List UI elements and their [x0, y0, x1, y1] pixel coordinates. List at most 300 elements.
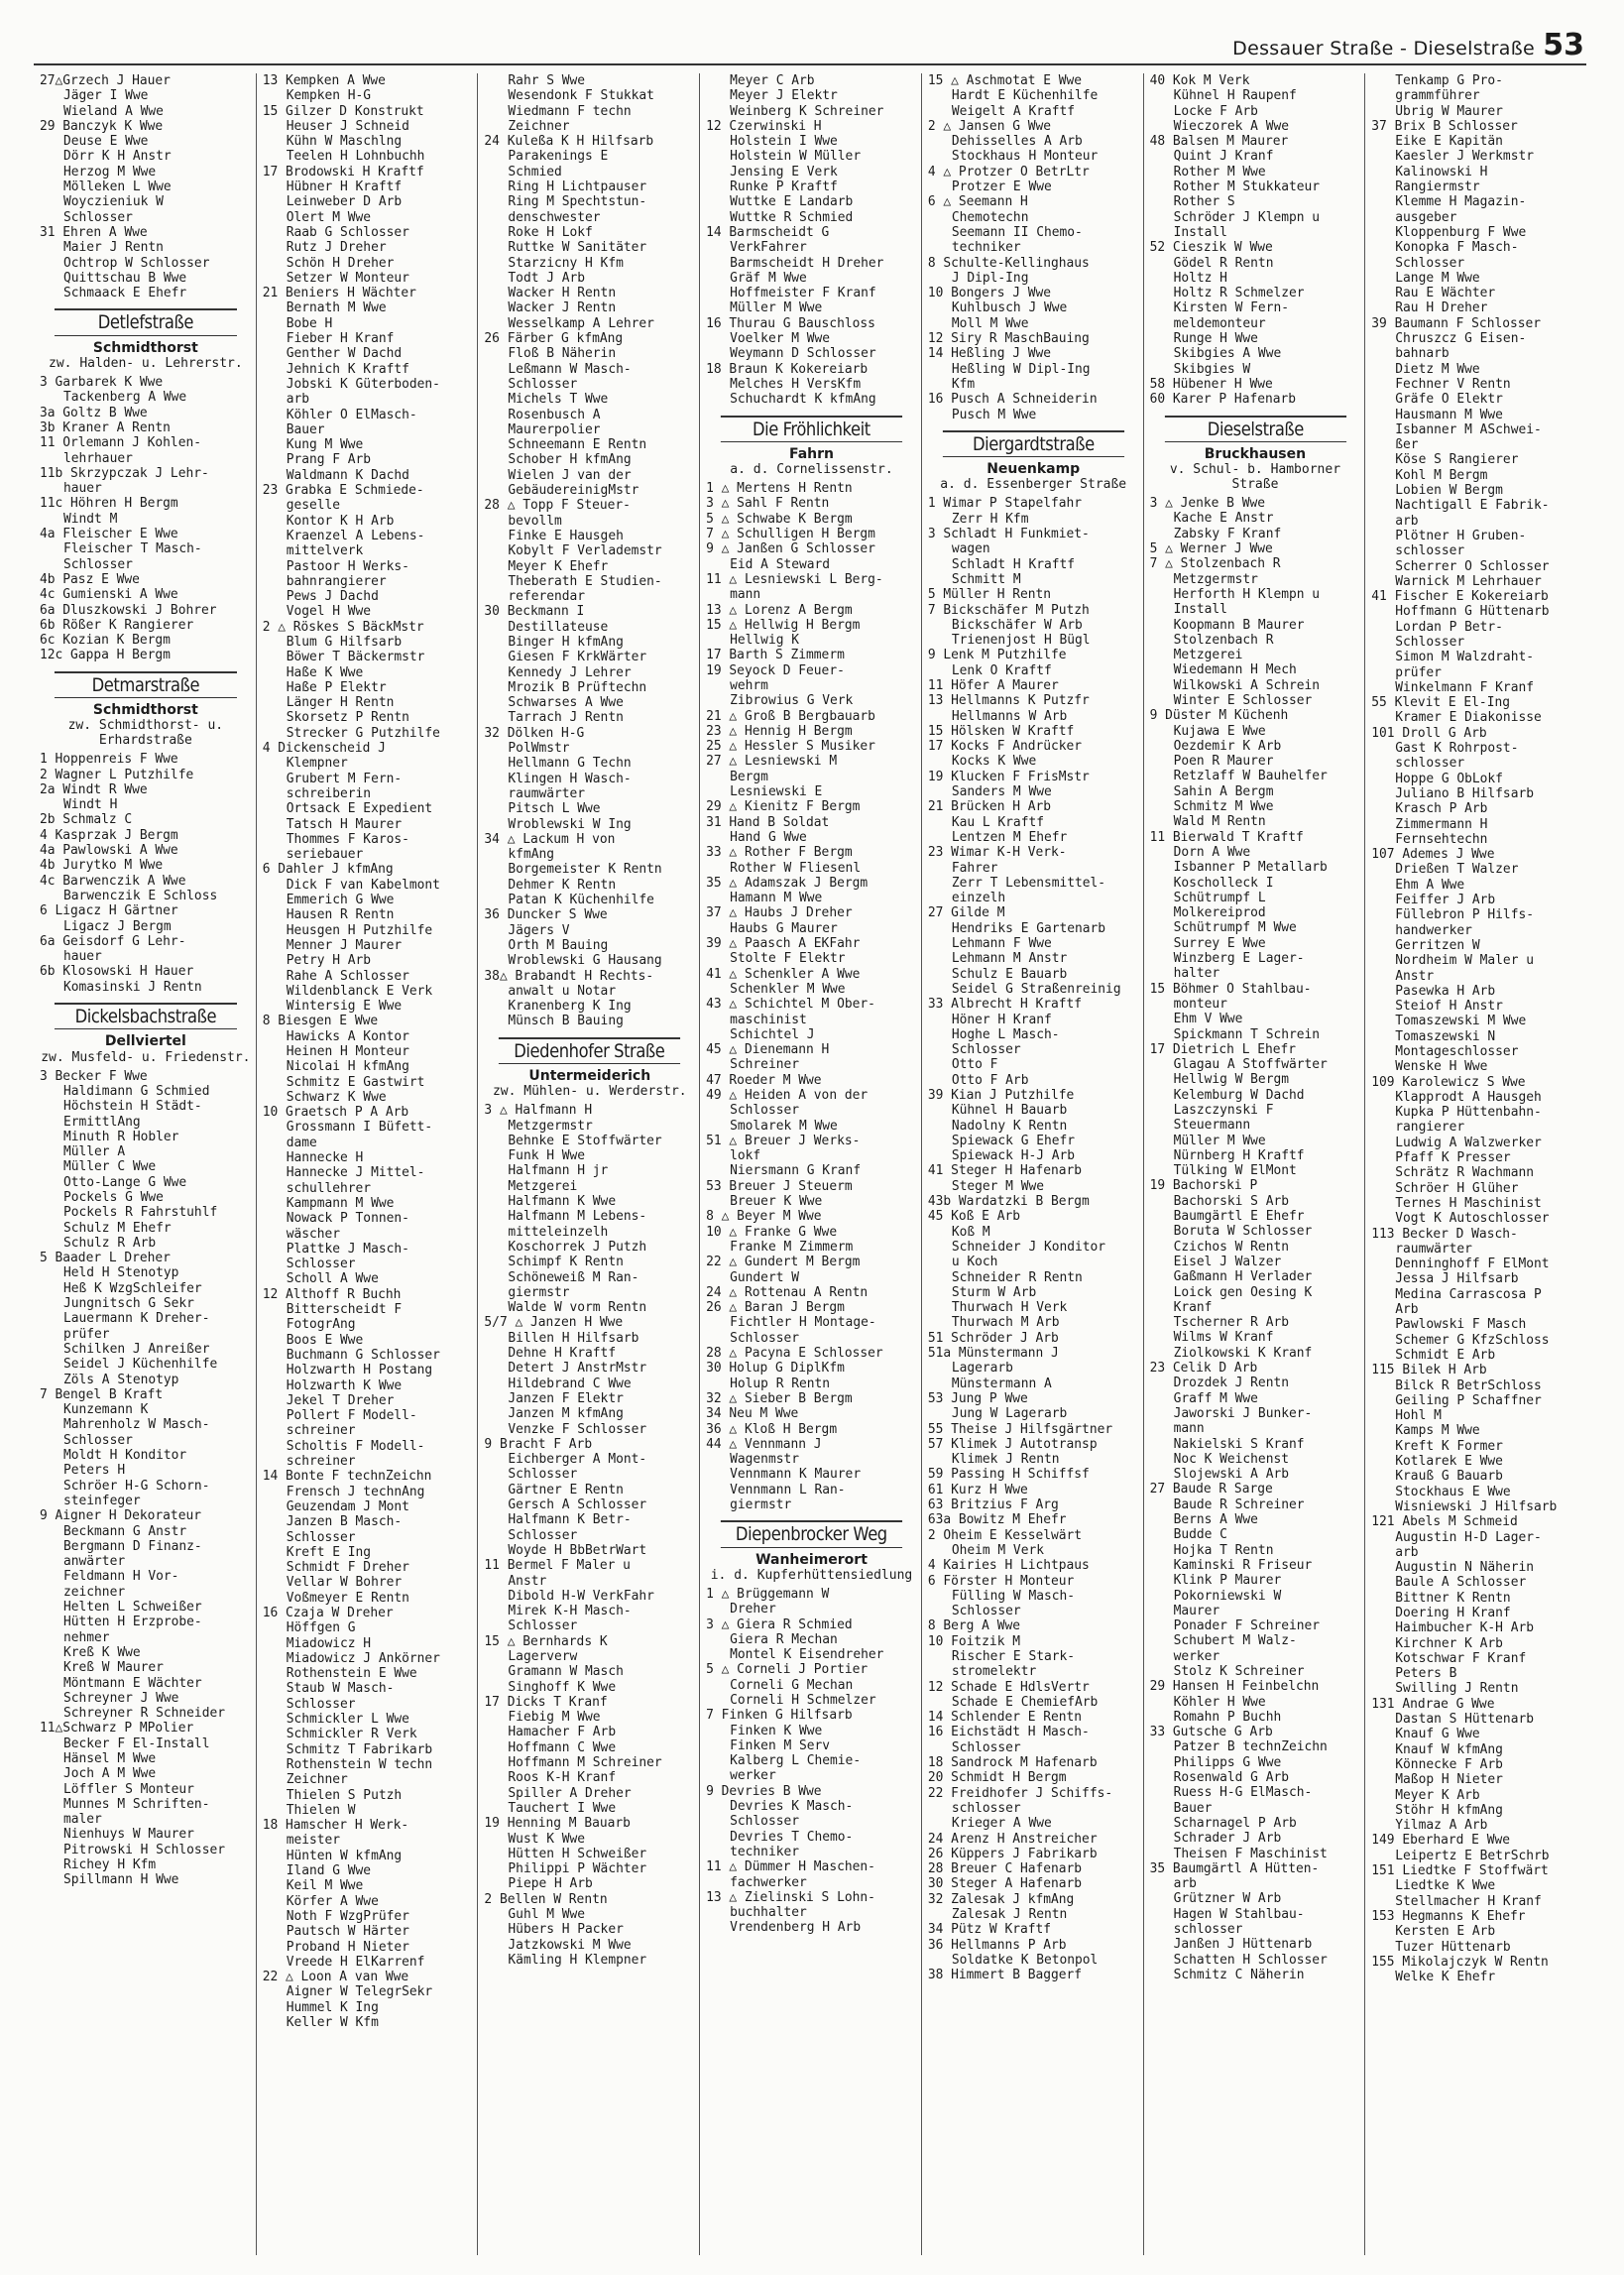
resident-entry: Gräf M Wwe	[730, 270, 807, 286]
resident-entry: Peters B	[1395, 1666, 1457, 1682]
resident-entry: Hellwig W Bergm	[1173, 1072, 1289, 1088]
resident-entry: 26 Küppers J Fabrikarb	[927, 1846, 1098, 1861]
resident-entry: Jessa J Hilfsarb	[1395, 1271, 1519, 1287]
resident-entry: Ponader F Schreiner	[1173, 1618, 1321, 1634]
resident-entry: Grützner W Arb	[1173, 1891, 1282, 1907]
resident-entry: Protzer E Wwe	[951, 180, 1052, 195]
resident-entry: Metzgermstr	[1173, 571, 1258, 587]
resident-entry: Holstein W Müller	[730, 149, 862, 165]
resident-entry: Kocks K Wwe	[951, 754, 1037, 770]
resident-entry: bahnarb	[1395, 346, 1450, 362]
resident-entry: Wust K Wwe	[508, 1831, 586, 1847]
resident-entry: Glagau A Stoffwärter	[1173, 1057, 1328, 1073]
resident-entry: Jäger I Wwe	[63, 88, 149, 104]
resident-entry: Kersten E Arb	[1395, 1924, 1496, 1940]
resident-entry: Baumgärtl E Ehefr	[1173, 1209, 1305, 1225]
resident-entry: Schlosser	[508, 1618, 578, 1634]
resident-entry: Pitsch L Wwe	[508, 801, 601, 817]
resident-entry: Pawlowski F Masch	[1395, 1317, 1527, 1333]
resident-entry: 24 △ Rottenau A Rentn	[706, 1284, 869, 1300]
resident-entry: Schlosser	[951, 1604, 1021, 1619]
column-2	[256, 73, 478, 2255]
resident-entry: 41 △ Schenkler A Wwe	[706, 966, 861, 982]
resident-entry: Kranenberg K Ing	[508, 999, 632, 1015]
resident-entry: Drießen T Walzer	[1395, 862, 1519, 878]
resident-entry: Liedtke K Wwe	[1395, 1878, 1496, 1894]
resident-entry: schlosser	[951, 1800, 1021, 1816]
resident-entry: Piepe H Arb	[508, 1876, 593, 1892]
resident-entry: Tenkamp G Pro-	[1395, 73, 1503, 88]
resident-entry: Juliano B Hilfsarb	[1395, 785, 1534, 801]
resident-entry: Weigelt A Kraftf	[951, 103, 1076, 119]
resident-entry: 7 Bickschäfer M Putzh	[927, 602, 1090, 618]
resident-entry: Strecker G Putzhilfe	[286, 725, 440, 741]
resident-entry: Peters H	[63, 1463, 126, 1479]
resident-entry: Held H Stenotyp	[63, 1265, 179, 1281]
resident-entry: Vreede H ElKarrenf	[286, 1954, 425, 1970]
resident-entry: Eid A Steward	[730, 556, 831, 572]
resident-entry: Wieland A Wwe	[63, 103, 164, 119]
resident-entry: raumwärter	[508, 785, 586, 801]
resident-entry: 37 Brix B Schlosser	[1371, 118, 1518, 134]
resident-entry: Holtz H	[1173, 270, 1227, 286]
resident-entry: 12 Schade E HdlsVertr	[927, 1679, 1090, 1695]
resident-entry: Schladt H Kraftf	[951, 556, 1076, 572]
resident-entry: Ludwig A Walzwerker	[1395, 1135, 1542, 1150]
resident-entry: Kfm	[951, 376, 976, 392]
resident-entry: schreiner	[286, 1454, 356, 1470]
district-name: Untermeiderich	[528, 1068, 651, 1084]
street-section	[706, 1520, 917, 1583]
resident-entry: Hausen R Rentn	[286, 907, 395, 923]
resident-entry: Schenkler M Wwe	[730, 981, 846, 997]
resident-entry: Kuhlbusch J Wwe	[951, 300, 1068, 316]
resident-entry: Dibold H-W VerkFahr	[508, 1588, 654, 1604]
resident-entry: Wenske H Wwe	[1395, 1059, 1488, 1075]
resident-entry: Zerr T Lebensmittel-	[951, 875, 1106, 891]
resident-entry: 22 △ Gundert M Bergm	[706, 1255, 861, 1270]
resident-entry: Boruta W Schlosser	[1173, 1224, 1313, 1240]
resident-entry: Schrätz R Wachmann	[1395, 1165, 1534, 1181]
resident-entry: 27△Grzech J Hauer	[40, 73, 171, 88]
resident-entry: Köhler H Wwe	[1173, 1694, 1266, 1710]
resident-entry: 29 Hansen H Feinbelchn	[1149, 1679, 1320, 1695]
resident-entry: Hand G Wwe	[730, 829, 807, 845]
resident-entry: 44 △ Vennmann J	[706, 1436, 822, 1452]
resident-entry: Fülling W Masch-	[951, 1588, 1076, 1604]
district-name: Schmidthorst	[92, 339, 198, 356]
resident-entry: 3 △ Giera R Schmied	[706, 1616, 853, 1632]
resident-entry: Welke K Ehefr	[1395, 1970, 1496, 1985]
resident-entry: Wisniewski J Hilfsarb	[1395, 1498, 1558, 1514]
resident-entry: 4 △ Protzer O BetrLtr	[927, 164, 1090, 180]
resident-entry: 23 Celik D Arb	[1149, 1361, 1258, 1377]
resident-entry: Setzer W Monteur	[286, 270, 409, 286]
resident-entry: Kung M Wwe	[286, 437, 364, 453]
resident-entry: Stolte F Elektr	[730, 951, 846, 967]
resident-entry: Krauß G Bauarb	[1395, 1469, 1503, 1485]
resident-entry: Schmitz M Wwe	[1173, 799, 1274, 815]
resident-entry: J Dipl-Ing	[951, 270, 1029, 286]
resident-entry: Fahrer	[951, 860, 998, 876]
resident-entry: Hoffmeister F Kranf	[730, 286, 876, 301]
resident-entry: Pollert F Modell-	[286, 1408, 417, 1424]
resident-entry: 2 Oheim E Kesselwärt	[927, 1527, 1083, 1543]
resident-entry: Lehmann M Anstr	[951, 951, 1068, 967]
resident-entry: Skibgies W	[1173, 361, 1251, 377]
resident-entry: Zeichner	[508, 118, 570, 134]
resident-entry: Bitterscheidt F	[286, 1302, 403, 1318]
resident-entry: Weinberg K Schreiner	[730, 103, 884, 119]
resident-entry: 5/7 △ Janzen H Wwe	[484, 1315, 624, 1331]
resident-entry: Dreher	[730, 1602, 776, 1617]
resident-entry: Keller W Kfm	[286, 2015, 379, 2030]
resident-entry: 8 Biesgen E Wwe	[262, 1014, 379, 1029]
resident-entry: Rutz J Dreher	[286, 240, 387, 256]
resident-entry: Nowack P Tonnen-	[286, 1211, 409, 1227]
resident-entry: Grubert M Fern-	[286, 771, 403, 786]
resident-entry: 53 Jung P Wwe	[927, 1390, 1028, 1406]
resident-entry: Dehne H Kraftf	[508, 1346, 617, 1362]
resident-entry: Wesselkamp A Lehrer	[508, 315, 654, 331]
resident-entry: Pockels G Wwe	[63, 1190, 164, 1205]
resident-entry: Schubert M Walz-	[1173, 1633, 1297, 1649]
resident-entry: Schatten H Schlosser	[1173, 1952, 1328, 1968]
resident-entry: Wagenmstr	[730, 1452, 799, 1468]
resident-entry: Nürnberg H Kraftf	[1173, 1147, 1305, 1163]
resident-entry: 5 △ Werner J Wwe	[1149, 541, 1273, 557]
resident-entry: 5 Müller H Rentn	[927, 587, 1052, 603]
resident-entry: steinfeger	[63, 1493, 141, 1508]
resident-entry: Tackenberg A Wwe	[63, 390, 187, 406]
resident-entry: Schmitz T Fabrikarb	[286, 1741, 433, 1757]
resident-entry: 19 Klucken F FrisMstr	[927, 769, 1090, 784]
resident-entry: Lange M Wwe	[1395, 270, 1480, 286]
resident-entry: Maßop H Nieter	[1395, 1772, 1503, 1788]
resident-entry: Wesendonk F Stukkat	[508, 88, 654, 104]
resident-entry: Ligacz J Bergm	[63, 918, 172, 934]
resident-entry: Vennmann L Ran-	[730, 1482, 846, 1497]
resident-entry: Yilmaz A Arb	[1395, 1818, 1488, 1834]
resident-entry: 12 Czerwinski H	[706, 118, 822, 134]
resident-entry: handwerker	[1395, 922, 1472, 938]
resident-entry: 35 △ Adamszak J Bergm	[706, 875, 869, 891]
resident-entry: 15 Gilzer D Konstrukt	[262, 103, 424, 119]
resident-entry: Schmidt E Arb	[1395, 1347, 1496, 1363]
resident-entry: Kreß K Wwe	[63, 1644, 141, 1660]
resident-entry: Schmickler R Verk	[286, 1727, 417, 1742]
resident-entry: Hoffmann M Schreiner	[508, 1755, 662, 1771]
resident-entry: Schwarses A Wwe	[508, 695, 624, 711]
resident-entry: Noth F WzgPrüfer	[286, 1908, 409, 1924]
resident-entry: Medina Carrascosa P	[1395, 1286, 1542, 1302]
resident-entry: 18 Sandrock M Hafenarb	[927, 1755, 1098, 1771]
resident-entry: Winkelmann F Kranf	[1395, 679, 1534, 695]
resident-entry: 33 △ Rother F Bergm	[706, 845, 853, 861]
resident-entry: 27 Gilde M	[927, 905, 1005, 921]
resident-entry: 13 △ Zielinski S Lohn-	[706, 1889, 875, 1905]
resident-entry: Pokorniewski W	[1173, 1588, 1282, 1604]
resident-entry: Scharnagel P Arb	[1173, 1815, 1297, 1831]
resident-entry: Hoghe L Masch-	[951, 1026, 1060, 1042]
resident-entry: nehmer	[63, 1629, 110, 1645]
resident-entry: Jekel T Dreher	[286, 1392, 395, 1408]
resident-entry: Münstermann A	[951, 1376, 1052, 1391]
resident-entry: Isbanner M ASchwei-	[1395, 421, 1542, 437]
street-location: i. d. Kupferhüttensiedlung	[710, 1567, 913, 1583]
resident-entry: 34 Neu M Wwe	[706, 1406, 799, 1422]
resident-entry: Geiling P Schaffner	[1395, 1392, 1542, 1408]
resident-entry: Kennedy J Lehrer	[508, 664, 632, 680]
street-location: zw. Musfeld- u. Friedenstr.	[41, 1049, 251, 1065]
resident-entry: 12 Althoff R Buchh	[262, 1286, 402, 1302]
resident-entry: Gersch A Schlosser	[508, 1497, 647, 1513]
resident-entry: Fernsehtechn	[1395, 831, 1488, 847]
resident-entry: 4 Kasprzak J Bergm	[40, 827, 178, 843]
resident-entry: Köse S Rangierer	[1395, 452, 1519, 468]
resident-entry: Schlosser	[63, 556, 133, 572]
resident-entry: schreiner	[286, 1423, 356, 1439]
resident-entry: Baude R Schreiner	[1173, 1497, 1305, 1512]
resident-entry: 7 Bengel B Kraft	[40, 1386, 164, 1402]
resident-entry: Schneider R Rentn	[951, 1269, 1083, 1285]
resident-entry: Pastoor H Werks-	[286, 558, 409, 574]
resident-entry: Seemann II Chemo-	[951, 224, 1083, 240]
street-location: v. Schul- b. Hamborner Straße	[1169, 462, 1341, 493]
resident-entry: Windt H	[63, 797, 118, 813]
resident-entry: Metzgerei	[1173, 648, 1243, 663]
resident-entry: Dehmer K Rentn	[508, 877, 617, 893]
resident-entry: Schulz M Ehefr	[63, 1220, 172, 1236]
resident-entry: schlosser	[1173, 1922, 1243, 1938]
resident-entry: Gaßmann H Verlader	[1173, 1269, 1313, 1285]
resident-entry: VerkFahrer	[730, 240, 807, 256]
resident-entry: 16 Thurau G Bauschloss	[706, 315, 875, 331]
resident-entry: 10 Bongers J Wwe	[927, 286, 1052, 301]
resident-entry: Kranf	[1173, 1299, 1213, 1315]
resident-entry: Wroblewski W Ing	[508, 816, 632, 832]
resident-entry: Billen H Hilfsarb	[508, 1330, 639, 1346]
resident-entry: Mölleken L Wwe	[63, 180, 172, 195]
resident-entry: Wielen J van der	[508, 467, 632, 483]
resident-entry: Herforth H Klempn u	[1173, 586, 1321, 602]
resident-entry: Koschorrek J Putzh	[508, 1239, 647, 1255]
resident-entry: Dick F van Kabelmont	[286, 877, 440, 893]
resident-entry: Keil M Wwe	[286, 1878, 364, 1894]
resident-entry: Niersmann G Kranf	[730, 1163, 862, 1179]
resident-entry: Kloppenburg F Wwe	[1395, 224, 1527, 240]
resident-entry: Stockhaus E Wwe	[1395, 1484, 1511, 1499]
street-name: Diedenhofer Straße	[499, 1037, 680, 1064]
resident-entry: wagen	[951, 541, 990, 557]
resident-entry: Pasewka H Arb	[1395, 983, 1496, 999]
resident-entry: Hoffmann C Wwe	[508, 1739, 617, 1755]
resident-entry: Beckmann G Anstr	[63, 1523, 187, 1539]
resident-entry: Koscholleck I	[1173, 875, 1274, 891]
resident-entry: Dietz M Wwe	[1395, 361, 1480, 377]
resident-entry: Montageschlosser	[1395, 1044, 1519, 1059]
resident-entry: Geuzendam J Mont	[286, 1498, 409, 1514]
resident-entry: Hannecke J Mittel-	[286, 1165, 425, 1181]
resident-entry: Starzicny H Kfm	[508, 255, 624, 271]
resident-entry: anwalt u Notar	[508, 983, 617, 999]
resident-entry: Proband H Nieter	[286, 1939, 409, 1955]
street-name: Detmarstraße	[55, 671, 237, 698]
resident-entry: Ternes H Maschinist	[1395, 1195, 1542, 1211]
resident-entry: Lobien W Bergm	[1395, 483, 1503, 499]
resident-entry: Haimbucher K-H Arb	[1395, 1620, 1534, 1636]
resident-entry: Bilck R BetrSchloss	[1395, 1377, 1542, 1393]
resident-entry: Destillateuse	[508, 619, 609, 635]
resident-entry: Vogt K Autoschlosser	[1395, 1211, 1550, 1227]
resident-entry: Kraenzel A Lebens-	[286, 528, 425, 543]
resident-entry: 109 Karolewicz S Wwe	[1371, 1074, 1526, 1090]
district-name: Schmidthorst	[92, 701, 198, 718]
resident-entry: Guhl M Wwe	[508, 1907, 586, 1923]
resident-entry: 1 Hoppenreis F Wwe	[40, 752, 178, 768]
resident-entry: 29 Banczyk K Wwe	[40, 118, 164, 134]
resident-entry: Rother M Stukkateur	[1173, 180, 1321, 195]
resident-entry: Devries K Masch-	[730, 1799, 854, 1815]
street-location: zw. Schmidthorst- u. Erhardstraße	[67, 718, 224, 749]
resident-entry: Schütrumpf M Wwe	[1173, 920, 1297, 936]
resident-entry: Jungnitsch G Sekr	[63, 1296, 194, 1312]
resident-entry: Feiffer J Arb	[1395, 893, 1496, 908]
resident-entry: Schöneweiß M Ran-	[508, 1269, 639, 1285]
resident-entry: 16 Pusch A Schneiderin	[927, 392, 1098, 408]
resident-entry: Müller C Wwe	[63, 1159, 157, 1175]
resident-entry: Baule A Schlosser	[1395, 1575, 1527, 1591]
column-1	[34, 73, 256, 2255]
resident-entry: Herzog M Wwe	[63, 164, 157, 180]
resident-entry: 15 △ Aschmotat E Wwe	[927, 73, 1083, 88]
resident-entry: 10 △ Franke G Wwe	[706, 1224, 838, 1240]
resident-entry: Gärtner E Rentn	[508, 1482, 624, 1497]
resident-entry: Mahrenholz W Masch-	[63, 1417, 210, 1433]
resident-entry: Wilkowski A Schrein	[1173, 677, 1321, 693]
resident-entry: 3 △ Halfmann H	[484, 1103, 593, 1119]
resident-entry: Wuttke E Landarb	[730, 194, 854, 210]
resident-entry: Deuse E Wwe	[63, 134, 149, 150]
resident-entry: Füllebron P Hilfs-	[1395, 907, 1534, 923]
resident-entry: 35 Baumgärtl A Hütten-	[1149, 1860, 1320, 1876]
resident-entry: Scholl A Wwe	[286, 1271, 379, 1287]
resident-entry: 3 Becker F Wwe	[40, 1068, 148, 1084]
resident-entry: hauer	[63, 481, 102, 497]
resident-entry: 12 Siry R MaschBauing	[927, 331, 1090, 347]
resident-entry: Steger M Wwe	[951, 1178, 1044, 1194]
resident-entry: Dörr K H Anstr	[63, 149, 172, 165]
resident-entry: 11c Höhren H Bergm	[40, 496, 178, 512]
resident-entry: 13 Hellmanns K Putzfr	[927, 693, 1090, 709]
resident-entry: 5 Baader L Dreher	[40, 1251, 171, 1266]
resident-entry: giermstr	[508, 1284, 570, 1300]
resident-entry: Retzlaff W Bauhelfer	[1173, 769, 1328, 784]
resident-entry: buchhalter	[730, 1905, 807, 1921]
resident-entry: 6 Dahler J kfmAng	[262, 862, 394, 878]
resident-entry: Windt M	[63, 511, 118, 527]
resident-entry: meldemonteur	[1173, 315, 1266, 331]
resident-entry: Kreft K Former	[1395, 1438, 1503, 1454]
resident-entry: Meyer C Arb	[730, 73, 815, 88]
resident-entry: Zimmermann H	[1395, 816, 1488, 832]
resident-entry: Voelker M Wwe	[730, 331, 831, 347]
street-section	[40, 671, 252, 749]
resident-entry: 41 Fischer E Kokereiarb	[1371, 589, 1549, 605]
resident-entry: 28 Breuer C Hafenarb	[927, 1861, 1083, 1877]
resident-entry: 14 Heßling J Wwe	[927, 346, 1052, 362]
resident-entry: 17 Barth S Zimmerm	[706, 648, 845, 663]
resident-entry: Schmidt F Dreher	[286, 1560, 409, 1576]
resident-entry: 52 Cieszik W Wwe	[1149, 240, 1273, 256]
resident-entry: 2b Schmalz C	[40, 812, 133, 828]
resident-entry: Bobe H	[286, 315, 333, 331]
resident-entry: Loick gen Oesing K	[1173, 1284, 1313, 1300]
resident-entry: Jobski K Güterboden-	[286, 376, 440, 392]
resident-entry: Finken K Wwe	[730, 1723, 823, 1738]
resident-entry: Miadowicz J Ankörner	[286, 1650, 440, 1666]
resident-entry: Lehmann F Wwe	[951, 936, 1052, 952]
resident-entry: Schröer H Glüher	[1395, 1180, 1519, 1196]
resident-entry: Koopmann B Maurer	[1173, 617, 1305, 633]
resident-entry: Molkereiprod	[1173, 905, 1266, 921]
resident-entry: Hütten H Schweißer	[508, 1846, 647, 1861]
resident-entry: Kirchner K Arb	[1395, 1635, 1503, 1651]
resident-entry: Warnick M Lehrhauer	[1395, 573, 1542, 589]
resident-entry: Kaesler J Werkmstr	[1395, 149, 1534, 165]
resident-entry: Patzer B technZeichn	[1173, 1739, 1328, 1755]
resident-entry: Walde W vorm Rentn	[508, 1300, 647, 1316]
resident-entry: Möntmann E Wächter	[63, 1675, 202, 1691]
resident-entry: 11△Schwarz P MPolier	[40, 1721, 194, 1736]
resident-entry: Rau E Wächter	[1395, 286, 1496, 301]
resident-entry: 23 Wimar K-H Verk-	[927, 845, 1067, 861]
street-section	[484, 1037, 695, 1100]
resident-entry: Swilling J Rentn	[1395, 1681, 1519, 1697]
resident-entry: Boos E Wwe	[286, 1332, 364, 1348]
resident-entry: einzelh	[951, 891, 1006, 906]
resident-entry: Barmscheidt H Dreher	[730, 255, 884, 271]
resident-entry: Sanders M Wwe	[951, 784, 1052, 800]
district-name: Fahrn	[788, 445, 834, 462]
resident-entry: Schober H kfmAng	[508, 452, 632, 468]
resident-entry: Klemme H Magazin-	[1395, 194, 1527, 210]
resident-entry: mittelverk	[286, 543, 364, 559]
resident-entry: Vogel H Wwe	[286, 604, 372, 620]
resident-entry: monteur	[1173, 996, 1227, 1012]
resident-entry: 4c Barwenczik A Wwe	[40, 873, 186, 889]
resident-entry: Meyer K Arb	[1395, 1787, 1480, 1803]
resident-entry: Spiewack H-J Arb	[951, 1148, 1076, 1164]
resident-entry: Hamann M Wwe	[730, 891, 823, 906]
resident-entry: Schilken J Anreißer	[63, 1341, 210, 1357]
resident-entry: arb	[286, 392, 309, 408]
resident-entry: Singhoff K Wwe	[508, 1679, 617, 1695]
resident-entry: Kampmann M Wwe	[286, 1195, 395, 1211]
resident-entry: Locke F Arb	[1173, 103, 1258, 119]
resident-entry: Meyer K Ehefr	[508, 558, 609, 574]
resident-entry: Ring H Lichtpauser	[508, 180, 647, 195]
resident-entry: Schrader J Arb	[1173, 1831, 1282, 1847]
resident-entry: Breuer K Wwe	[730, 1194, 823, 1210]
resident-entry: Fiebig M Wwe	[508, 1710, 601, 1726]
resident-entry: 25 △ Hessler S Musiker	[706, 739, 875, 755]
resident-entry: 5 △ Corneli J Portier	[706, 1662, 869, 1678]
resident-entry: Frensch J technAng	[286, 1484, 425, 1499]
resident-entry: wäscher	[286, 1226, 341, 1242]
resident-entry: mann	[730, 587, 761, 603]
resident-entry: 1 △ Mertens H Rentn	[706, 481, 853, 497]
